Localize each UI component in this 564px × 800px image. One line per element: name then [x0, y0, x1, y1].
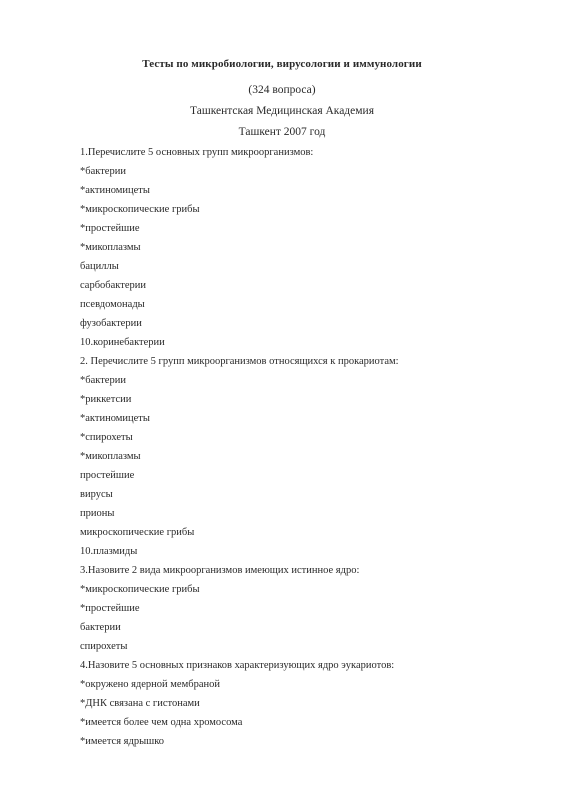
answer-line: *имеется ядрышко: [80, 736, 165, 747]
answer-line: *бактерии: [80, 166, 126, 177]
answer-line: вирусы: [80, 489, 113, 500]
answer-line: микроскопические грибы: [80, 527, 195, 538]
question-line: 1.Перечислите 5 основных групп микроорганизмов:: [80, 147, 314, 158]
question-line: 3.Назовите 2 вида микроорганизмов имеющих истинное ядро:: [80, 565, 360, 576]
document-title: Тесты по микробиологии, вирусологии и иммунологии: [142, 58, 422, 70]
answer-line: *окружено ядерной мембраной: [80, 679, 220, 690]
question-line: 4.Назовите 5 основных признаков характеризующих ядро эукариотов:: [80, 660, 395, 671]
answer-line: *актиномицеты: [80, 185, 150, 196]
answer-line: спирохеты: [80, 641, 128, 652]
answer-line: *актиномицеты: [80, 413, 150, 424]
answer-line: 10.коринебактерии: [80, 337, 165, 348]
answer-line: *микоплазмы: [80, 451, 141, 462]
answer-line: бациллы: [80, 261, 119, 272]
question-line: 2. Перечислите 5 групп микроорганизмов относящихся к прокариотам:: [80, 356, 399, 367]
answer-line: *риккетсии: [80, 394, 132, 405]
answer-line: 10.плазмиды: [80, 546, 138, 557]
answer-line: прионы: [80, 508, 115, 519]
answer-line: бактерии: [80, 622, 121, 633]
answer-line: *ДНК связана с гистонами: [80, 698, 200, 709]
answer-line: *микоплазмы: [80, 242, 141, 253]
answer-line: *простейшие: [80, 223, 140, 234]
answer-line: простейшие: [80, 470, 135, 481]
answer-line: *спирохеты: [80, 432, 133, 443]
institution-name: Ташкентская Медицинская Академия: [190, 105, 374, 117]
answer-line: *простейшие: [80, 603, 140, 614]
answer-line: *микроскопические грибы: [80, 204, 200, 215]
answer-line: *имеется более чем одна хромосома: [80, 717, 243, 728]
answer-line: *бактерии: [80, 375, 126, 386]
answer-line: *микроскопические грибы: [80, 584, 200, 595]
document-subtitle: (324 вопроса): [248, 84, 316, 96]
answer-line: фузобактерии: [80, 318, 142, 329]
answer-line: сарбобактерии: [80, 280, 146, 291]
answer-line: псевдомонады: [80, 299, 145, 310]
place-year: Ташкент 2007 год: [238, 126, 326, 138]
